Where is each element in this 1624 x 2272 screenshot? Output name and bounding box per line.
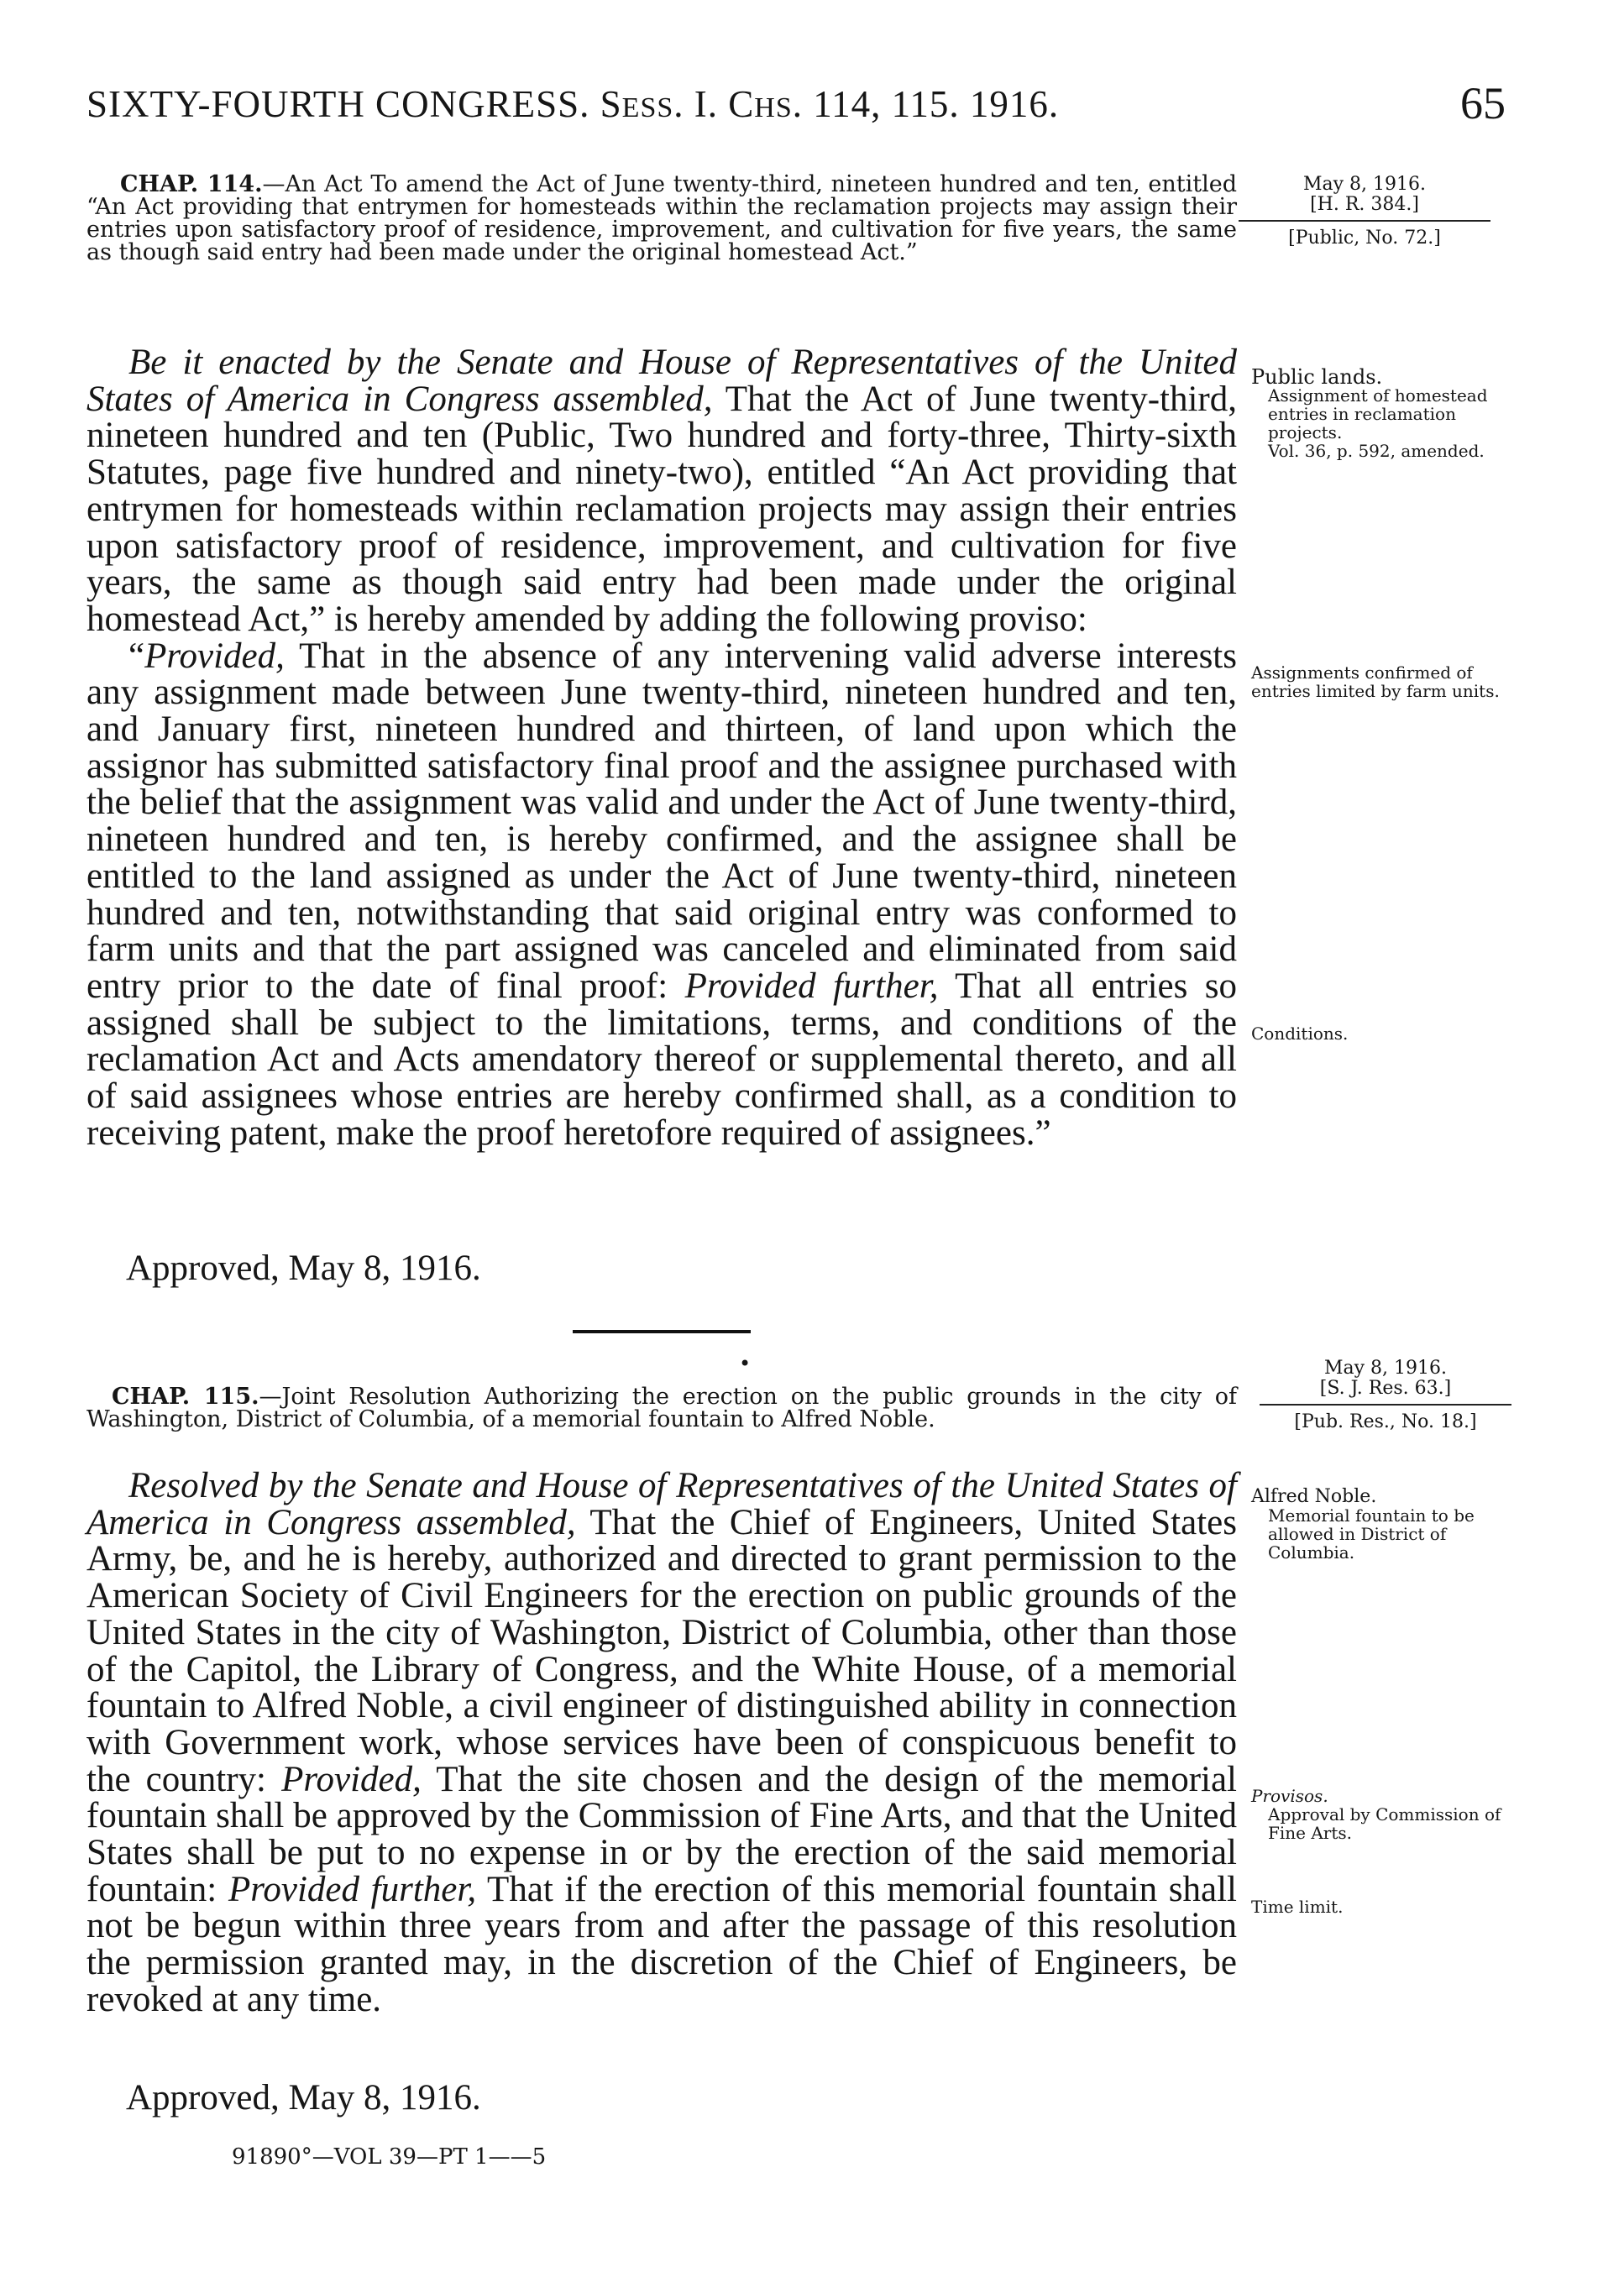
chap-114-date-block xyxy=(1239,175,1490,249)
chap-115-resolution: [S. J. Res. 63.] xyxy=(1319,1378,1452,1399)
note-assignments-confirmed: Assignments confirmed of entries limited by farm units. xyxy=(1251,662,1500,701)
running-head xyxy=(86,78,1506,133)
chap-114-public: [Public, No. 72.] xyxy=(1288,228,1441,249)
page-number: 65 xyxy=(1460,78,1506,128)
chap-115-body xyxy=(86,1468,1237,2018)
chap-115-pub-res: [Pub. Res., No. 18.] xyxy=(1294,1411,1477,1432)
note-time-limit: Time limit. xyxy=(1251,1897,1344,1917)
section-divider xyxy=(573,1330,751,1333)
chap-115-date-block xyxy=(1260,1358,1511,1432)
chap-114-title: CHAP. 114.—An Act To amend the Act of June twenty-third, nineteen hundred and ten, entitled “An Act providing that entrymen for homesteads within the reclamation projects may assign their entries upon satisfactory proof of residence, improvement, and cultivation for five years, the same as though said entry had been made under the original homestead Act.” xyxy=(86,171,1237,265)
resolving-clause: Resolved by the Senate and House of Representatives of the United States of America in Congress assembled, xyxy=(86,1466,1237,1542)
running-head-text: SIXTY-FOURTH CONGRESS. SESS. I. CHS. 114, 115. 1916. xyxy=(86,83,1060,125)
chap-114-date: May 8, 1916. xyxy=(1302,174,1427,195)
chap-115-date: May 8, 1916. xyxy=(1323,1358,1448,1379)
divider xyxy=(1239,220,1490,222)
chap-115-title: CHAP. 115.—Joint Resolution Authorizing the erection on the public grounds in the city of Washington, District of Columbia, of a memorial fountain to Alfred Noble. xyxy=(86,1384,1238,1432)
chap-114-approved: Approved, May 8, 1916. xyxy=(126,1249,481,1288)
bullet-mark: • xyxy=(739,1352,752,1375)
signature-line: 91890°—VOL 39—PT 1——5 xyxy=(232,2144,547,2170)
note-conditions: Conditions. xyxy=(1251,1023,1349,1044)
chap-114-para-1: Be it enacted by the Senate and House of Representatives of the United States of America in Congress assembled, That the Act of June twenty-third, nineteen hundred and ten (Public, Two hundred and forty-three, Thirty-sixth Statutes, page five hundred and ninety-two), entitled “An Act providing that entrymen for homesteads within reclamation projects may assign their entries upon satisfactory proof of residence, improvement, and cultivation for five years, the same as though said entry had been made under the original homestead Act,” is hereby amended by adding the following proviso: xyxy=(86,343,1238,639)
enacting-clause: Be it enacted by the Senate and House of Representatives of the United States of America in Congress assembled, xyxy=(86,343,1237,419)
note-alfred-noble: Alfred Noble. Memorial fountain to be allowed in District of Columbia. xyxy=(1251,1486,1475,1563)
note-provisos: Provisos. Approval by Commission of Fine Arts. xyxy=(1251,1786,1501,1843)
chap-114-para-2: “Provided, That in the absence of any intervening valid adverse interests any assignment made between June twenty-third, nineteen hundred and ten, and January first, nineteen hundred and thirteen, of land upon which the assignor has submitted satisfactory final proof and the assignee purchased with the belief that the assignment was valid and under the Act of June twenty-third, nineteen hundred and ten, is hereby confirmed, and the assignee shall be entitled to the land assigned as under the Act of June twenty-third, nineteen hundred and ten, notwithstanding that said original entry was conformed to farm units and that the part assigned was canceled and eliminated from said entry prior to the date of final proof: Provided further, That all entries so assigned shall be subject to the limitations, terms, and conditions of the reclamation Act and Acts amendatory thereof or supplemental thereto, and all of said assignees whose entries are hereby confirmed shall, as a condition to receiving patent, make the proof heretofore required of assignees.” xyxy=(86,636,1237,1153)
chap-114-bill: [H. R. 384.] xyxy=(1310,194,1419,215)
chap-115-para-1: Resolved by the Senate and House of Representatives of the United States of America in Congress assembled, That the Chief of Engineers, United States Army, be, and he is hereby, authorized and directed to grant permission to the American Society of Civil Engineers for the erection on public grounds of the United States in the city of Washington, District of Columbia, other than those of the Capitol, the Library of Congress, and the White House, of a memorial fountain to Alfred Noble, a civil engineer of distinguished ability in connection with Government work, whose services have been of conspicuous benefit to the country: Provided, That the site chosen and the design of the memorial fountain shall be approved by the Commission of Fine Arts, and that the United States shall be put to no expense in or by the erection of the said memorial fountain: Provided further, That if the erection of this memorial fountain shall not be begun within three years from and after the passage of this resolution the permission granted may, in the discretion of the Chief of Engineers, be revoked at any time. xyxy=(86,1466,1238,2019)
chap-115-approved: Approved, May 8, 1916. xyxy=(126,2078,481,2118)
chap-114-body xyxy=(86,344,1237,1151)
note-public-lands: Public lands. Assignment of homestead entries in reclamation projects. Vol. 36, p. 592, amended. xyxy=(1251,365,1488,461)
divider xyxy=(1260,1404,1511,1406)
